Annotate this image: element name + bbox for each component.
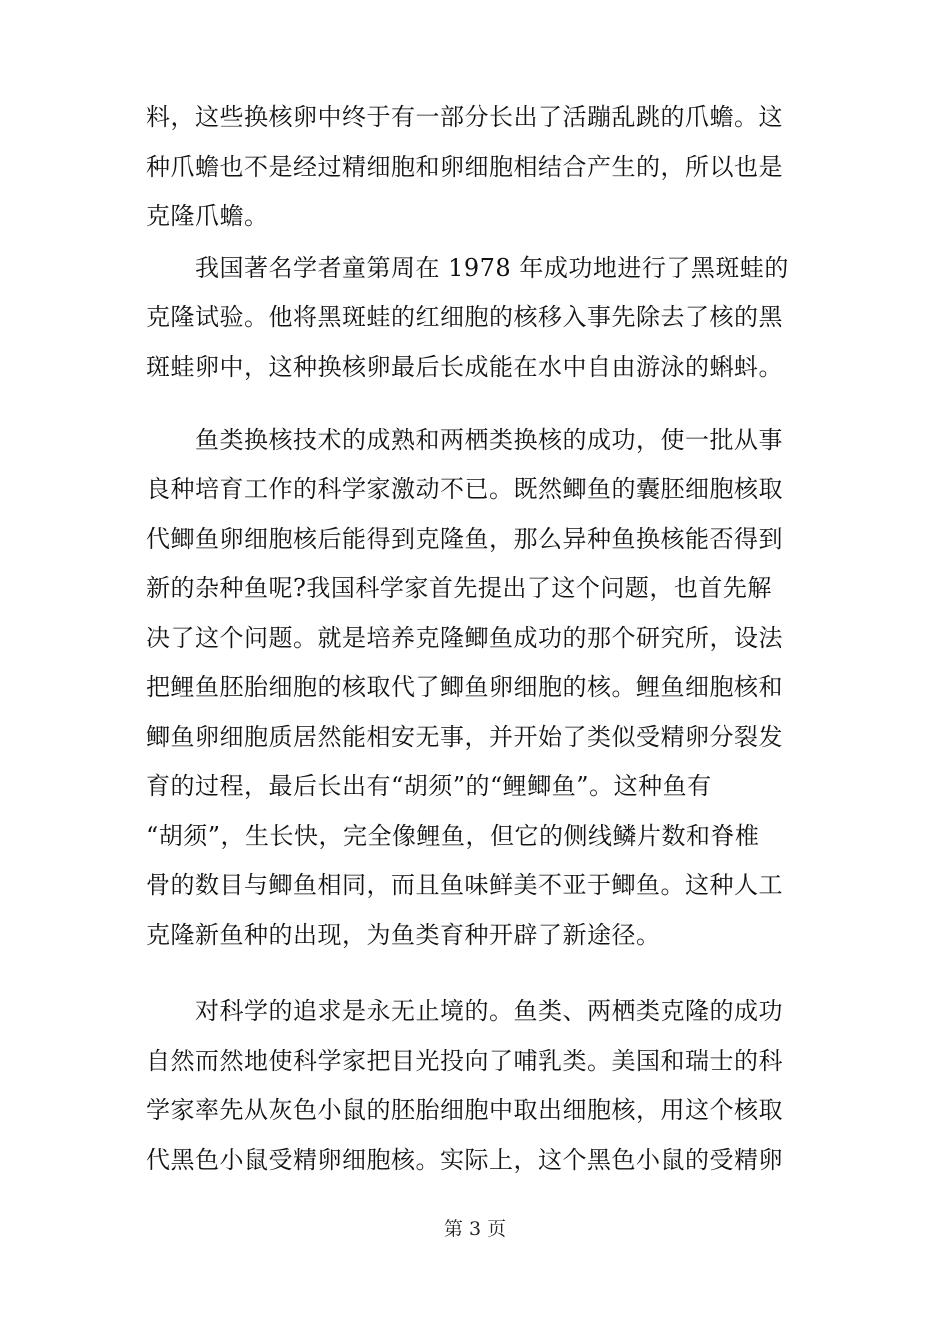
paragraph-3-line-11: 克隆新鱼种的出现，为鱼类育种开辟了新途径。 xyxy=(146,921,661,949)
paragraph-3-line-3: 代鲫鱼卵细胞核后能得到克隆鱼，那么异种鱼换核能否得到 xyxy=(146,525,783,553)
paragraph-1-line-2: 种爪蟾也不是经过精细胞和卵细胞相结合产生的，所以也是 xyxy=(146,153,783,181)
paragraph-3-line-6: 把鲤鱼胚胎细胞的核取代了鲫鱼卵细胞的核。鲤鱼细胞核和 xyxy=(146,673,783,701)
paragraph-1-line-3: 克隆爪蟾。 xyxy=(146,202,269,230)
paragraph-4-line-2: 自然而然地使科学家把目光投向了哺乳类。美国和瑞士的科 xyxy=(146,1047,783,1075)
paragraph-2-line-3: 斑蛙卵中，这种换核卵最后长成能在水中自由游泳的蝌蚪。 xyxy=(146,353,783,381)
paragraph-3-line-5: 决了这个问题。就是培养克隆鲫鱼成功的那个研究所，设法 xyxy=(146,624,783,652)
paragraph-3-line-9: “胡须”，生长快，完全像鲤鱼，但它的侧线鳞片数和脊椎 xyxy=(146,822,760,850)
paragraph-4-line-3: 学家率先从灰色小鼠的胚胎细胞中取出细胞核，用这个核取 xyxy=(146,1096,783,1124)
page-number: 第 3 页 xyxy=(443,1218,507,1240)
paragraph-3-line-10: 骨的数目与鲫鱼相同，而且鱼味鲜美不亚于鲫鱼。这种人工 xyxy=(146,871,783,899)
paragraph-3-line-1: 鱼类换核技术的成熟和两栖类换核的成功，使一批从事 xyxy=(195,426,783,454)
paragraph-3-line-4: 新的杂种鱼呢?我国科学家首先提出了这个问题，也首先解 xyxy=(146,574,772,602)
paragraph-1-line-1: 料，这些换核卵中终于有一部分长出了活蹦乱跳的爪蟾。这 xyxy=(146,103,783,131)
paragraph-3-line-8: 育的过程，最后长出有“胡须”的“鲤鲫鱼”。这种鱼有 xyxy=(146,772,712,800)
paragraph-4-line-4: 代黑色小鼠受精卵细胞核。实际上，这个黑色小鼠的受精卵 xyxy=(146,1146,783,1174)
paragraph-2-line-2: 克隆试验。他将黑斑蛙的红细胞的核移入事先除去了核的黑 xyxy=(146,303,783,331)
paragraph-3-line-2: 良种培育工作的科学家激动不已。既然鲫鱼的囊胚细胞核取 xyxy=(146,475,783,503)
paragraph-4-line-1: 对科学的追求是永无止境的。鱼类、两栖类克隆的成功 xyxy=(195,997,783,1025)
paragraph-2-line-1: 我国著名学者童第周在 1978 年成功地进行了黑斑蛙的 xyxy=(195,254,789,282)
paragraph-3-line-7: 鲫鱼卵细胞质居然能相安无事，并开始了类似受精卵分裂发 xyxy=(146,723,783,751)
